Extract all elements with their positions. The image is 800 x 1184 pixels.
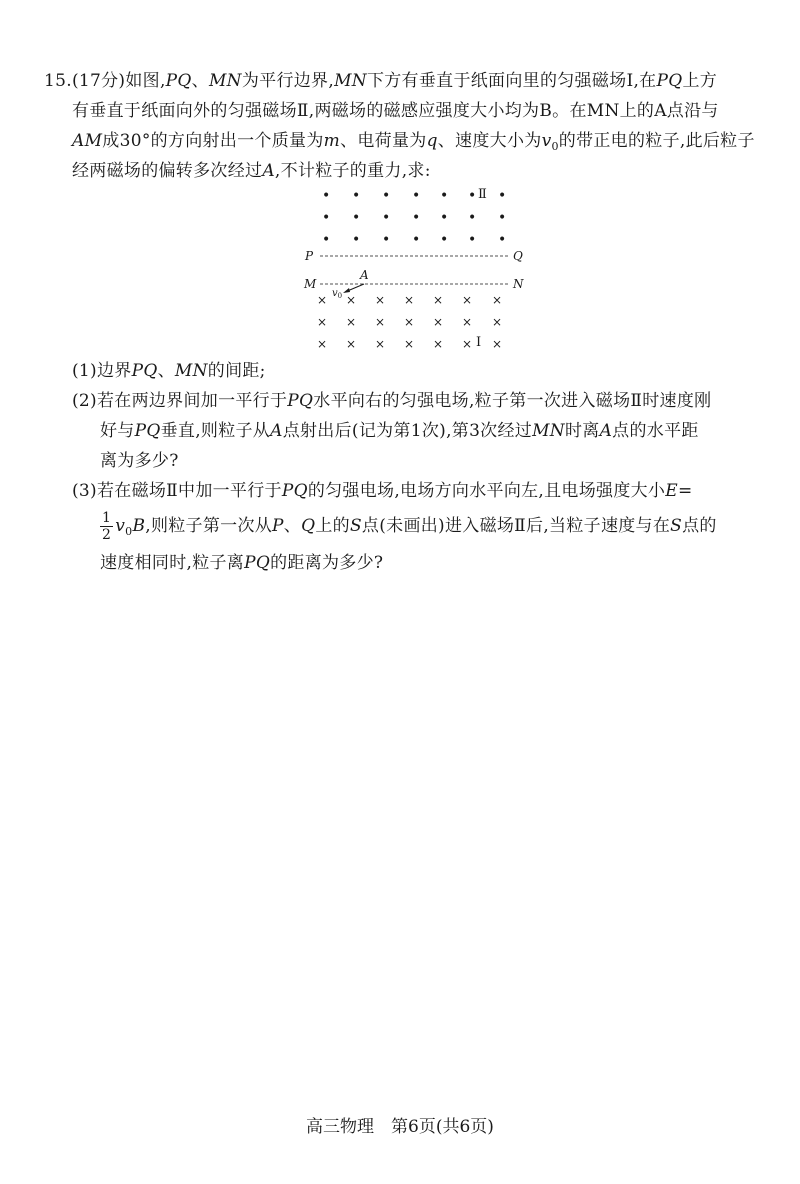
cross-mark: × [375, 293, 386, 307]
cross-mark: × [317, 337, 328, 351]
field-1-crosses [317, 293, 502, 351]
dot-mark: • [498, 232, 507, 248]
cross-mark: × [404, 337, 415, 351]
page-footer: 高三物理 第6页(共6页) [306, 1117, 494, 1137]
label-P: P [305, 249, 314, 263]
cross-mark: × [492, 337, 503, 351]
cross-mark: × [375, 315, 386, 329]
cross-mark: × [462, 293, 473, 307]
dot-mark: • [498, 210, 507, 226]
cross-mark: × [433, 293, 444, 307]
field-2-label: Ⅱ [478, 187, 487, 202]
dot-mark: • [412, 188, 421, 204]
part-3-line-2: $\frac{1}{2}$ $v_0B$,则粒子第一次从P、Q上的S点(未画出)进入磁场Ⅱ后,当粒子速度与在S点的 [102, 510, 717, 543]
label-Q: Q [513, 249, 523, 263]
dot-mark: • [382, 232, 391, 248]
dot-mark: • [498, 188, 507, 204]
dot-mark: • [322, 210, 331, 226]
dot-mark: • [468, 188, 477, 204]
question-stem-line-3: AM成30°的方向射出一个质量为m、电荷量为q、速度大小为$v_0$的带正电的粒子,此后粒子 [72, 131, 755, 153]
label-N: N [513, 277, 524, 291]
question-stem-line-1: 15.(17分)如图,PQ、MN为平行边界,MN下方有垂直于纸面向里的匀强磁场Ⅰ,在PQ上方 [44, 71, 718, 91]
label-A: A [360, 268, 369, 282]
part-2-line-1: (2)若在两边界间加一平行于PQ水平向右的匀强电场,粒子第一次进入磁场Ⅱ时速度刚 [72, 391, 712, 411]
dot-mark: • [352, 188, 361, 204]
dot-mark: • [322, 188, 331, 204]
dot-mark: • [382, 188, 391, 204]
cross-mark: × [346, 337, 357, 351]
label-v0: $v_0$ [332, 288, 343, 300]
cross-mark: × [317, 293, 328, 307]
cross-mark: × [492, 293, 503, 307]
cross-mark: × [346, 315, 357, 329]
cross-mark: × [492, 315, 503, 329]
question-stem-line-4: 经两磁场的偏转多次经过A,不计粒子的重力,求: [72, 161, 431, 181]
cross-mark: × [462, 337, 473, 351]
magnetic-field-figure [300, 180, 530, 358]
question-number: 15. [44, 71, 72, 91]
part-2-line-3: 离为多少? [100, 451, 179, 471]
dot-mark: • [352, 210, 361, 226]
label-M: M [304, 277, 317, 291]
dot-mark: • [440, 188, 449, 204]
cross-mark: × [433, 337, 444, 351]
dot-mark: • [412, 210, 421, 226]
cross-mark: × [462, 315, 473, 329]
fraction-one-half: $\frac{1}{2}$ [102, 510, 112, 543]
field-1-label: Ⅰ [476, 335, 482, 350]
cross-mark: × [346, 293, 357, 307]
dot-mark: • [468, 210, 477, 226]
cross-mark: × [433, 315, 444, 329]
dot-mark: • [440, 210, 449, 226]
dot-mark: • [322, 232, 331, 248]
part-3-line-3: 速度相同时,粒子离PQ的距离为多少? [100, 553, 384, 573]
cross-mark: × [404, 293, 415, 307]
dot-mark: • [468, 232, 477, 248]
cross-mark: × [375, 337, 386, 351]
question-points: (17分) [71, 71, 126, 91]
question-stem-line-2: 有垂直于纸面向外的匀强磁场Ⅱ,两磁场的磁感应强度大小均为B。在MN上的A点沿与 [72, 101, 719, 121]
dot-mark: • [412, 232, 421, 248]
dot-mark: • [440, 232, 449, 248]
part-3-line-1: (3)若在磁场Ⅱ中加一平行于PQ的匀强电场,电场方向水平向左,且电场强度大小E= [72, 481, 693, 501]
cross-mark: × [317, 315, 328, 329]
part-2-line-2: 好与PQ垂直,则粒子从A点射出后(记为第1次),第3次经过MN时离A点的水平距 [100, 421, 699, 441]
cross-mark: × [404, 315, 415, 329]
dot-mark: • [382, 210, 391, 226]
dot-mark: • [352, 232, 361, 248]
part-1: (1)边界PQ、MN的间距; [72, 361, 266, 381]
